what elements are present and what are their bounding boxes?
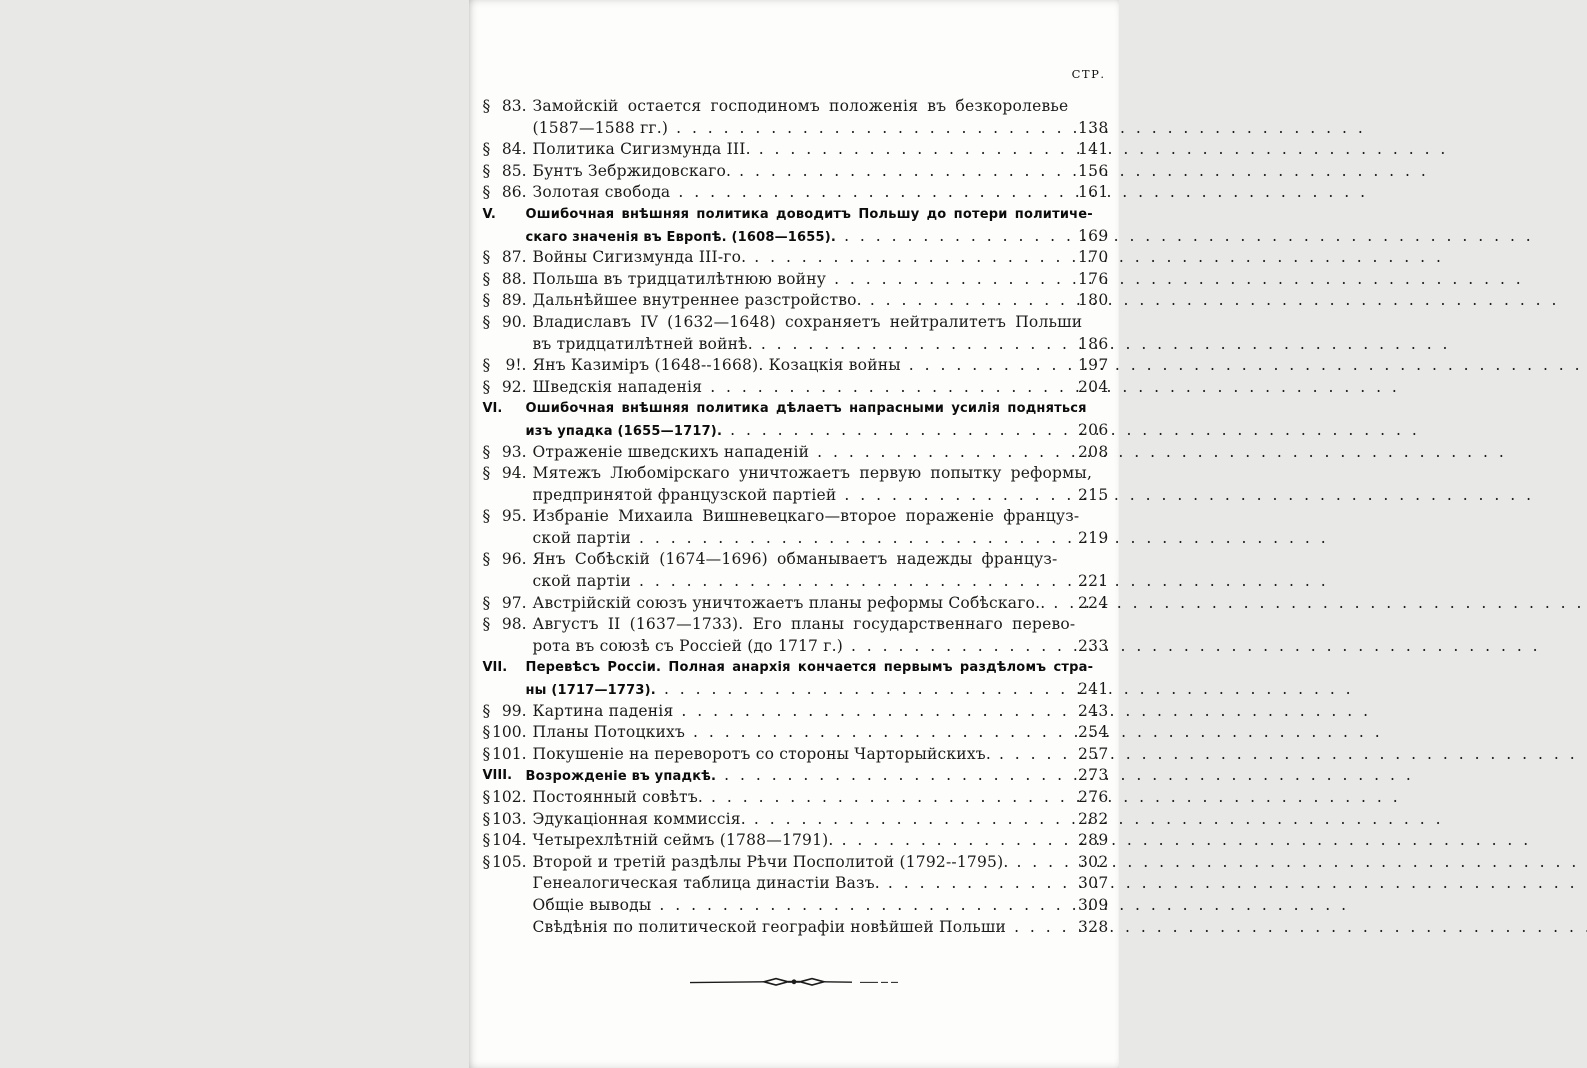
entry-title: рота въ союзѣ съ Россіей (до 1717 г.): [532, 636, 843, 655]
toc-entry: [483, 139, 1109, 161]
toc-line: [533, 528, 1109, 550]
toc-line: [526, 679, 1109, 701]
entry-title: Покушеніе на переворотъ со стороны Чарторыйскихъ.: [532, 744, 991, 763]
toc-entry: [483, 657, 1109, 700]
toc-entry: [483, 398, 1109, 441]
entry-marker: [483, 312, 527, 334]
entry-marker: [483, 398, 521, 420]
entry-title: Планы Потоцкихъ: [532, 723, 686, 742]
entry-number: VII.: [482, 660, 508, 676]
dot-leader: [834, 269, 1066, 291]
section-sign: §: [482, 852, 491, 871]
entry-page-number: 254: [1078, 723, 1109, 742]
toc-line: [533, 312, 1109, 334]
entry-title: ны (1717—1773).: [525, 683, 656, 699]
entry-body: [533, 614, 1109, 657]
entry-title: Янъ Казиміръ (1648--1668). Козацкія войны: [532, 356, 901, 375]
entry-body: [533, 139, 1109, 161]
entry-body: [526, 398, 1109, 441]
entry-page-number: 224: [1078, 593, 1109, 612]
entry-marker: [483, 290, 527, 312]
entry-number: 97.: [501, 593, 527, 612]
entry-body: [533, 722, 1109, 744]
entry-title: Общіе выводы: [532, 895, 652, 914]
entry-number: 9!.: [505, 356, 527, 375]
entry-number: 104.: [491, 831, 527, 850]
toc-entry: [483, 290, 1109, 312]
entry-page-number: 169: [1078, 226, 1109, 245]
entry-title: Картина паденія: [532, 701, 674, 720]
page-column-header: СТР.: [1071, 67, 1106, 81]
entry-number: 101.: [491, 744, 527, 763]
entry-page-number: 328: [1078, 917, 1109, 936]
toc-line: [533, 809, 1109, 831]
toc-line: [533, 485, 1109, 507]
section-sign: §: [482, 831, 491, 850]
dot-leader: [1016, 852, 1066, 874]
toc-line: [533, 355, 1109, 377]
entry-body: [533, 809, 1109, 831]
entry-body: [533, 852, 1109, 874]
entry-body: [533, 290, 1109, 312]
dot-leader: [681, 701, 1066, 723]
entry-title: Постоянный совѣтъ.: [532, 788, 704, 806]
entry-title: Владиславъ IV (1632—1648) сохраняетъ нейтралитетъ Польши: [532, 312, 1083, 331]
entry-marker: [483, 355, 527, 377]
toc-line: [533, 334, 1109, 356]
toc-line: [533, 701, 1109, 723]
toc-entry: [483, 873, 1109, 895]
toc-line: [533, 593, 1109, 615]
entry-body: [533, 744, 1109, 766]
toc-entry: [483, 182, 1109, 204]
book-page: [469, 0, 1119, 1068]
dot-leader: [754, 247, 1066, 269]
toc-line: [533, 895, 1109, 917]
toc-line: [533, 722, 1109, 744]
entry-page-number: 233: [1078, 636, 1109, 655]
toc-line: [533, 442, 1109, 464]
entry-title: Политика Сигизмунда III.: [532, 140, 751, 159]
entry-title: Перевѣсъ Россіи. Полная анархія кончается первымъ раздѣломъ стра-: [525, 660, 1094, 676]
dot-leader: [999, 744, 1067, 766]
toc-line: [533, 506, 1109, 528]
dot-leader: [888, 873, 1067, 895]
entry-body: [526, 204, 1109, 247]
entry-title: скаго значенія въ Европѣ. (1608—1655).: [525, 229, 837, 245]
dot-leader: [844, 485, 1066, 507]
dot-leader: [739, 161, 1066, 183]
entry-body: [533, 269, 1109, 291]
toc-entry: [483, 161, 1109, 183]
entry-marker: [483, 442, 527, 464]
entry-marker: [483, 701, 527, 723]
entry-marker: [483, 830, 527, 852]
entry-number: 98.: [501, 615, 527, 634]
section-sign: §: [482, 701, 491, 720]
toc-line: [526, 204, 1109, 226]
entry-title: Войны Сигизмунда III-го.: [532, 248, 747, 267]
entry-number: 93.: [501, 442, 527, 461]
toc-line: [526, 765, 1109, 787]
toc-entry: [483, 96, 1109, 139]
entry-body: [533, 873, 1109, 895]
entry-page-number: 273: [1078, 766, 1109, 785]
entry-title: Австрійскій союзъ уничтожаетъ планы реформы Собѣскаго..: [532, 593, 1046, 612]
entry-marker: [483, 614, 527, 636]
entry-number: 100.: [491, 723, 527, 742]
entry-body: [533, 161, 1109, 183]
section-sign: §: [482, 291, 491, 310]
toc-line: [533, 269, 1109, 291]
entry-marker: [483, 139, 527, 161]
toc-line: [533, 118, 1109, 140]
toc-line: [533, 247, 1109, 269]
entry-page-number: 219: [1078, 528, 1109, 547]
entry-number: 103.: [491, 809, 527, 828]
toc-line: [533, 873, 1109, 895]
section-sign: §: [482, 183, 491, 202]
entry-page-number: 156: [1078, 161, 1109, 180]
toc-entry: [483, 204, 1109, 247]
entry-body: [533, 701, 1109, 723]
dot-leader: [659, 895, 1066, 917]
entry-body: [533, 506, 1109, 549]
entry-page-number: 161: [1078, 183, 1109, 202]
entry-body: [533, 917, 1109, 939]
entry-title: Шведскія нападенія: [532, 377, 703, 396]
entry-number: 94.: [501, 464, 527, 483]
entry-marker: [483, 809, 527, 831]
toc-line: [533, 852, 1109, 874]
entry-number: 105.: [491, 852, 527, 871]
toc-entry: [483, 765, 1109, 787]
toc-entry: [483, 701, 1109, 723]
toc-entry: [483, 787, 1109, 809]
entry-page-number: 282: [1078, 809, 1109, 828]
dot-leader: [909, 355, 1067, 377]
entry-marker: [483, 657, 521, 679]
toc-entry: [483, 269, 1109, 291]
dot-leader: [664, 679, 1067, 701]
section-sign: §: [482, 593, 491, 612]
entry-marker: [483, 161, 527, 183]
entry-title: Золотая свобода: [532, 183, 671, 202]
dot-leader: [710, 377, 1066, 399]
entry-page-number: 309: [1078, 895, 1109, 914]
toc-line: [526, 398, 1109, 420]
dot-leader: [759, 139, 1067, 161]
entry-title: Избраніе Михаила Вишневецкаго—второе пораженіе француз-: [532, 507, 1080, 526]
section-sign: §: [482, 809, 491, 828]
entry-title: Ошибочная внѣшняя политика доводитъ Польшу до потери политиче-: [525, 206, 1093, 222]
entry-page-number: 197: [1078, 356, 1109, 375]
dot-leader: [761, 334, 1067, 356]
entry-body: [533, 312, 1109, 355]
entry-marker: [483, 744, 527, 766]
entry-body: [533, 96, 1109, 139]
dot-leader: [817, 442, 1066, 464]
entry-title: Генеалогическая таблица династіи Вазъ.: [532, 874, 880, 893]
entry-title: Ошибочная внѣшняя политика дѣлаетъ напрасными усилія подняться: [525, 401, 1087, 417]
entry-body: [533, 355, 1109, 377]
toc-entry: [483, 312, 1109, 355]
entry-marker: [483, 593, 527, 615]
dot-leader: [724, 765, 1066, 787]
toc-entry: [483, 593, 1109, 615]
entry-marker: [483, 765, 521, 787]
toc-line: [533, 614, 1109, 636]
entry-page-number: 206: [1078, 420, 1109, 439]
entry-body: [533, 895, 1109, 917]
entry-page-number: 138: [1078, 118, 1109, 137]
entry-number: 99.: [501, 701, 527, 720]
entry-marker: [483, 269, 527, 291]
entry-page-number: 186: [1078, 334, 1109, 353]
dot-leader: [730, 420, 1066, 442]
entry-title: ской партіи: [532, 572, 632, 591]
toc-entry: [483, 377, 1109, 399]
section-sign: §: [482, 464, 491, 483]
dot-leader: [754, 809, 1067, 831]
entry-body: [533, 549, 1109, 592]
entry-body: [533, 182, 1109, 204]
toc-entry: [483, 917, 1109, 939]
entry-page-number: 215: [1078, 485, 1109, 504]
toc-entry: [483, 549, 1109, 592]
entry-title: Отраженіе шведскихъ нападеній: [532, 442, 810, 461]
entry-marker: [483, 247, 527, 269]
dot-leader: [870, 290, 1067, 312]
section-sign: §: [482, 269, 491, 288]
dot-leader: [1014, 917, 1066, 939]
section-sign: §: [482, 97, 491, 115]
entry-marker: [483, 96, 527, 118]
toc-line: [533, 182, 1109, 204]
entry-title: (1587—1588 гг.): [532, 118, 669, 137]
entry-marker: [483, 204, 521, 226]
entry-body: [526, 657, 1109, 700]
entry-title: Бунтъ Зебржидовскаго.: [532, 161, 732, 180]
entry-number: 96.: [501, 550, 527, 569]
entry-title: Янъ Собѣскій (1674—1696) обманываетъ надежды француз-: [532, 550, 1058, 569]
table-of-contents: [483, 96, 1109, 938]
entry-marker: [483, 722, 527, 744]
entry-number: 90.: [501, 312, 527, 331]
dot-leader: [1053, 593, 1066, 615]
section-sign: §: [482, 140, 491, 159]
toc-line: [533, 161, 1109, 183]
dot-leader: [693, 722, 1066, 744]
entry-title: Свѣдѣнія по политической географіи новѣйшей Польши: [532, 917, 1007, 936]
entry-title: въ тридцатилѣтней войнѣ.: [532, 334, 753, 353]
entry-number: 84.: [501, 140, 527, 159]
toc-line: [533, 96, 1109, 118]
section-sign: §: [482, 507, 491, 526]
toc-entry: [483, 744, 1109, 766]
entry-title: Четырехлѣтній сеймъ (1788—1791).: [532, 831, 834, 850]
entry-title: Польша въ тридцатилѣтнюю войну: [532, 269, 827, 288]
section-sign: §: [482, 615, 491, 634]
entry-page-number: 180: [1078, 291, 1109, 310]
section-sign: §: [482, 744, 491, 763]
entry-title: Замойскій остается господиномъ положенія въ безкоролевье: [532, 97, 1069, 115]
section-sign: §: [482, 377, 491, 396]
entry-body: [533, 377, 1109, 399]
entry-number: 89.: [501, 291, 527, 310]
entry-page-number: 241: [1078, 680, 1109, 699]
section-sign: §: [482, 248, 491, 267]
entry-number: 86.: [501, 183, 527, 202]
dot-leader: [711, 787, 1066, 809]
entry-number: 88.: [501, 269, 527, 288]
toc-line: [533, 744, 1109, 766]
entry-title: Дальнѣйшее внутреннее разстройство.: [532, 291, 862, 310]
entry-number: V.: [482, 206, 496, 222]
dot-leader: [844, 226, 1066, 248]
entry-number: 102.: [491, 788, 527, 806]
toc-line: [526, 226, 1109, 248]
toc-line: [533, 463, 1109, 485]
entry-page-number: 170: [1078, 248, 1109, 267]
entry-marker: [483, 506, 527, 528]
entry-page-number: 276: [1078, 788, 1109, 806]
entry-page-number: 141: [1078, 140, 1109, 159]
entry-page-number: 176: [1078, 269, 1109, 288]
toc-entry: [483, 830, 1109, 852]
dot-leader: [678, 182, 1066, 204]
section-sign: §: [482, 723, 491, 742]
dot-leader: [851, 636, 1067, 658]
section-sign: §: [482, 788, 491, 806]
entry-body: [533, 463, 1109, 506]
toc-line: [533, 290, 1109, 312]
entry-page-number: 208: [1078, 442, 1109, 461]
toc-entry: [483, 895, 1109, 917]
toc-line: [533, 787, 1109, 809]
toc-entry: [483, 809, 1109, 831]
entry-marker: [483, 182, 527, 204]
toc-line: [533, 917, 1109, 939]
entry-page-number: 307: [1078, 874, 1109, 893]
entry-number: 92.: [501, 377, 527, 396]
toc-entry: [483, 463, 1109, 506]
entry-title: Мятежъ Любомірскаго уничтожаетъ первую попытку реформы,: [532, 464, 1093, 483]
entry-number: 83.: [501, 97, 527, 115]
entry-body: [526, 765, 1109, 787]
toc-entry: [483, 852, 1109, 874]
entry-number: 95.: [501, 507, 527, 526]
entry-title: Эдукаціонная коммиссія.: [532, 809, 746, 828]
toc-entry: [483, 722, 1109, 744]
ornament-rule-icon: [688, 974, 900, 990]
toc-line: [533, 636, 1109, 658]
section-sign: §: [482, 312, 491, 331]
toc-line: [533, 549, 1109, 571]
entry-title: Второй и третій раздѣлы Рѣчи Посполитой (1792--1795).: [532, 852, 1009, 871]
toc-line: [533, 139, 1109, 161]
toc-line: [533, 830, 1109, 852]
entry-marker: [483, 377, 527, 399]
entry-page-number: 221: [1078, 572, 1109, 591]
section-sign: §: [482, 550, 491, 569]
dot-leader: [676, 118, 1066, 140]
entry-marker: [483, 549, 527, 571]
entry-page-number: 204: [1078, 377, 1109, 396]
toc-entry: [483, 506, 1109, 549]
entry-body: [533, 247, 1109, 269]
dot-leader: [842, 830, 1067, 852]
toc-line: [526, 657, 1109, 679]
dot-leader: [639, 528, 1066, 550]
entry-marker: [483, 852, 527, 874]
toc-entry: [483, 355, 1109, 377]
dot-leader: [639, 571, 1066, 593]
section-sign: §: [482, 356, 491, 375]
entry-body: [533, 830, 1109, 852]
section-sign: §: [482, 442, 491, 461]
entry-number: 87.: [501, 248, 527, 267]
entry-title: ской партіи: [532, 528, 632, 547]
entry-body: [533, 593, 1109, 615]
entry-body: [533, 442, 1109, 464]
toc-entry: [483, 442, 1109, 464]
divider-ornament: [688, 974, 900, 994]
entry-number: VIII.: [482, 768, 513, 784]
entry-title: изъ упадка (1655—1717).: [525, 423, 723, 439]
entry-marker: [483, 787, 527, 809]
toc-line: [533, 377, 1109, 399]
entry-page-number: 257: [1078, 744, 1109, 763]
entry-page-number: 243: [1078, 701, 1109, 720]
toc-line: [526, 420, 1109, 442]
entry-title: Августъ II (1637—1733). Его планы государственнаго перево-: [532, 615, 1076, 634]
entry-title: Возрожденіе въ упадкѣ.: [525, 769, 717, 785]
entry-body: [533, 787, 1109, 809]
entry-number: VI.: [482, 401, 503, 417]
entry-number: 85.: [501, 161, 527, 180]
entry-page-number: 302: [1078, 852, 1109, 871]
entry-title: предпринятой французской партіей: [532, 485, 837, 504]
toc-line: [533, 571, 1109, 593]
section-sign: §: [482, 161, 491, 180]
entry-marker: [483, 463, 527, 485]
toc-entry: [483, 247, 1109, 269]
toc-entry: [483, 614, 1109, 657]
entry-page-number: 289: [1078, 831, 1109, 850]
